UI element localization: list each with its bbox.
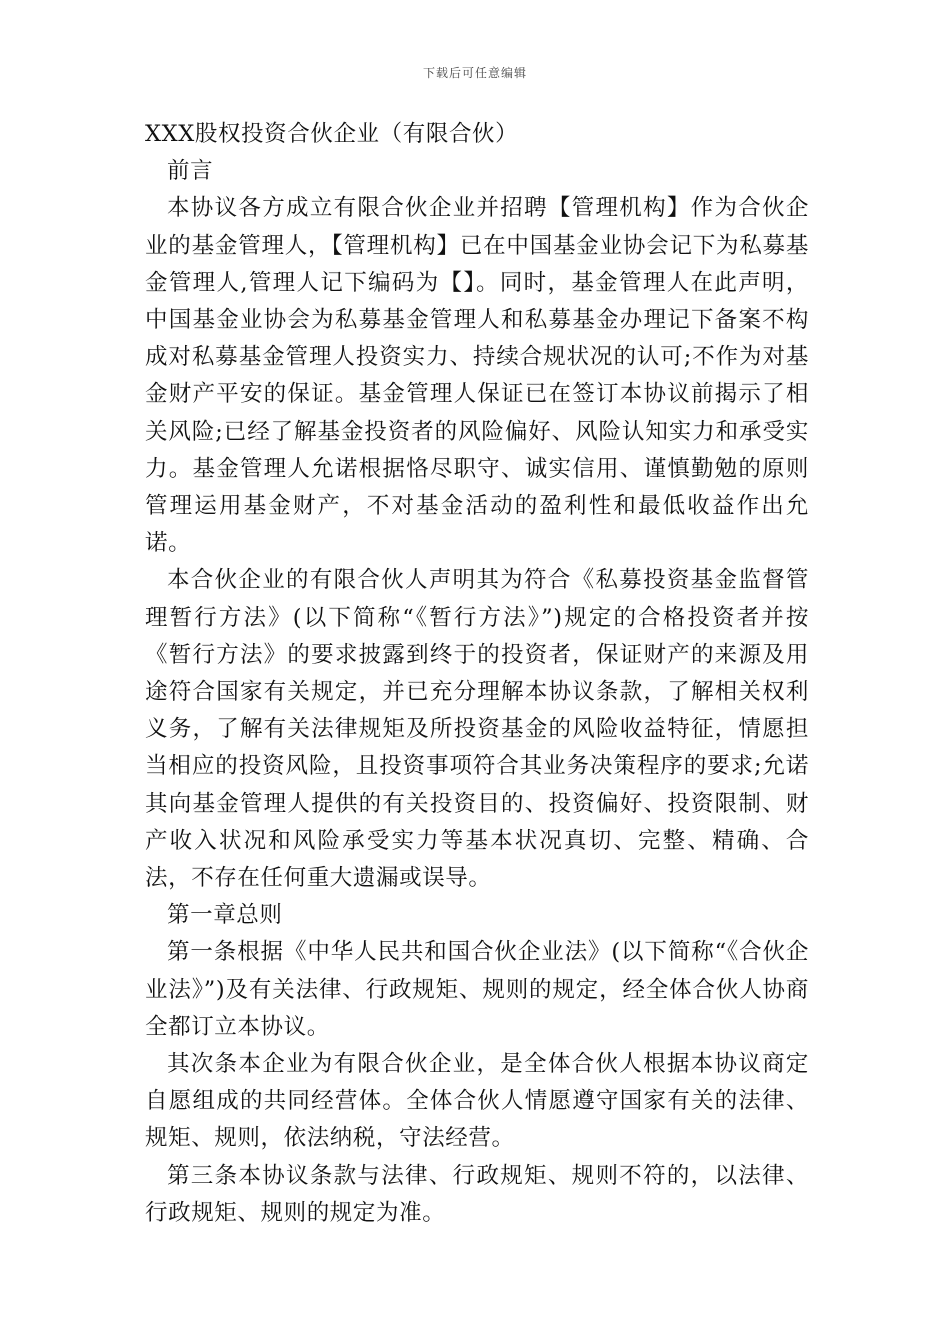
document-body <box>145 116 809 1232</box>
paragraph: 本合伙企业的有限合伙人声明其为符合《私募投资基金监督管理暂行方法》(以下简称“《暂行方法》”)规定的合格投资者并按《暂行方法》的要求披露到终于的投资者，保证财产的来源及用途符合国家有关规定，并已充分理解本协议条款，了解相关权利义务，了解有关法律规矩及所投资基金的风险收益特征，情愿担当相应的投资风险，且投资事项符合其业务决策程序的要求;允诺其向基金管理人提供的有关投资目的、投资偏好、投资限制、财产收入状况和风险承受实力等基本状况真切、完整、精确、合法，不存在任何重大遗漏或误导。 <box>145 567 809 892</box>
page-header-note: 下载后可任意编辑 <box>422 66 527 80</box>
document-title: XXX股权投资合伙企业（有限合伙） <box>145 121 519 147</box>
paragraph: 第一条根据《中华人民共和国合伙企业法》(以下简称“《合伙企业法》”)及有关法律、行政规矩、规则的规定，经全体合伙人协商全都订立本协议。 <box>145 939 809 1040</box>
paragraph: 其次条本企业为有限合伙企业，是全体合伙人根据本协议商定自愿组成的共同经营体。全体合伙人情愿遵守国家有关的法律、规矩、规则，依法纳税，守法经营。 <box>145 1051 809 1152</box>
chapter-heading: 第一章总则 <box>167 902 283 929</box>
paragraph: 本协议各方成立有限合伙企业并招聘【管理机构】作为合伙企业的基金管理人，【管理机构】已在中国基金业协会记下为私募基金管理人,管理人记下编码为【】。同时，基金管理人在此声明，中国基金业协会为私募基金管理人和私募基金办理记下备案不构成对私募基金管理人投资实力、持续合规状况的认可;不作为对基金财产平安的保证。基金管理人保证已在签订本协议前揭示了相关风险;已经了解基金投资者的风险偏好、风险认知实力和承受实力。基金管理人允诺根据恪尽职守、诚实信用、谨慎勤勉的原则管理运用基金财产，不对基金活动的盈利性和最低收益作出允诺。 <box>145 195 809 557</box>
paragraph: 第三条本协议条款与法律、行政规矩、规则不符的，以法律、行政规矩、规则的规定为准。 <box>145 1162 809 1226</box>
section-heading-preface: 前言 <box>167 158 214 185</box>
